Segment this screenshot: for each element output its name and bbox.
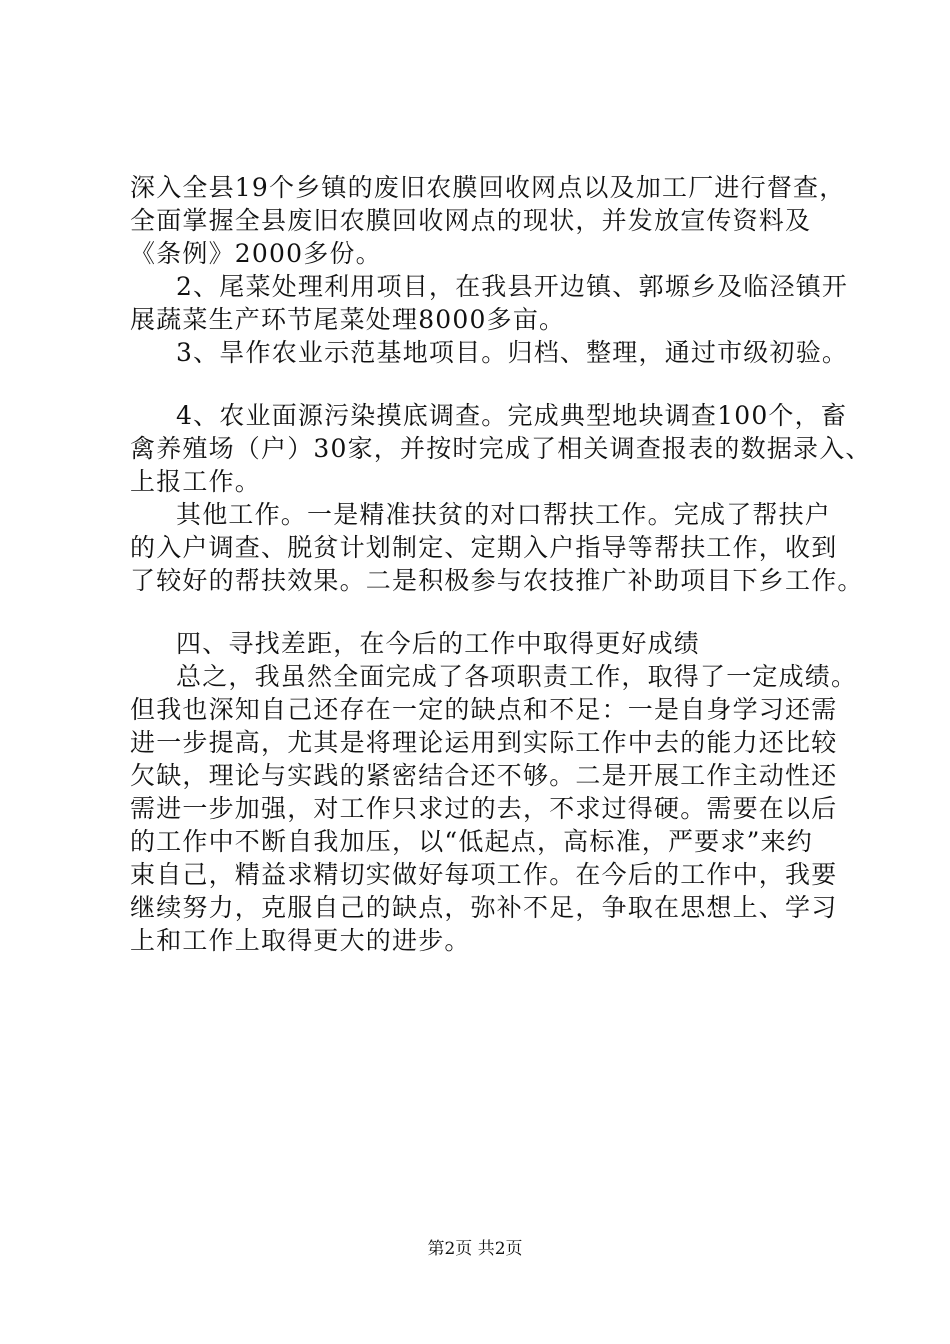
paragraph-item-4 (130, 399, 872, 498)
text-line: 全面掌握全县废旧农膜回收网点的现状，并发放宣传资料及 (130, 206, 812, 235)
text-line: 总之，我虽然全面完成了各项职责工作，取得了一定成绩。 (176, 662, 858, 691)
text-line: 其他工作。一是精准扶贫的对口帮扶工作。完成了帮扶户 (176, 500, 832, 529)
paragraph-other-work (130, 498, 864, 597)
text-line: 束自己，精益求精切实做好每项工作。在今后的工作中，我要 (130, 860, 838, 889)
text-line: 4、农业面源污染摸底调查。完成典型地块调查100个，畜 (176, 401, 848, 430)
text-line: 3、旱作农业示范基地项目。归档、整理，通过市级初验。 (176, 338, 849, 367)
text-line: 《条例》2000多份。 (130, 239, 382, 268)
paragraph-item-3 (130, 336, 850, 369)
text-line: 了较好的帮扶效果。二是积极参与农技推广补助项目下乡工作。 (130, 566, 864, 595)
section-heading (130, 627, 850, 660)
document-body (130, 171, 872, 957)
text-line: 上和工作上取得更大的进步。 (130, 926, 471, 955)
paragraph-item-2 (130, 270, 850, 336)
paragraph-summary (130, 660, 858, 957)
text-line: 进一步提高，尤其是将理论运用到实际工作中去的能力还比较 (130, 728, 838, 757)
text-line: 欠缺，理论与实践的紧密结合还不够。二是开展工作主动性还 (130, 761, 838, 790)
paragraph-continuation (130, 171, 850, 270)
text-line: 需进一步加强，对工作只求过的去，不求过得硬。需要在以后 (130, 794, 838, 823)
text-line: 展蔬菜生产环节尾菜处理8000多亩。 (130, 305, 566, 334)
text-line: 深入全县19个乡镇的废旧农膜回收网点以及加工厂进行督查， (130, 173, 846, 202)
heading-line: 四、寻找差距，在今后的工作中取得更好成绩 (176, 629, 701, 658)
page-footer: 第2页 共2页 (427, 1239, 523, 1259)
text-line: 禽养殖场（户）30家，并按时完成了相关调查报表的数据录入、 (130, 434, 872, 463)
text-line: 上报工作。 (130, 467, 262, 496)
text-line: 的工作中不断自我加压，以“低起点，高标准，严要求”来约 (130, 827, 813, 856)
text-line: 继续努力，克服自己的缺点，弥补不足，争取在思想上、学习 (130, 893, 838, 922)
text-line: 的入户调查、脱贫计划制定、定期入户指导等帮扶工作，收到 (130, 533, 838, 562)
text-line: 2、尾菜处理利用项目，在我县开边镇、郭塬乡及临泾镇开 (176, 272, 849, 301)
text-line: 但我也深知自己还存在一定的缺点和不足：一是自身学习还需 (130, 695, 838, 724)
